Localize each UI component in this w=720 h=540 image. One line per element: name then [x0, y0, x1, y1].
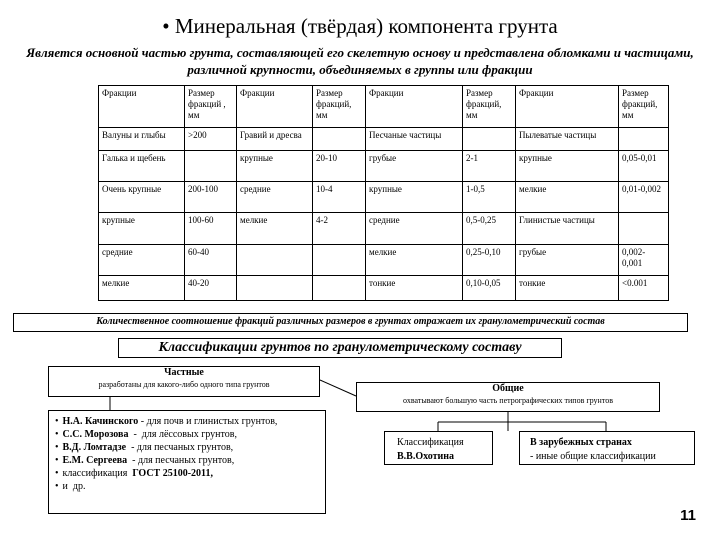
table-cell: 10-4 [313, 181, 366, 212]
author-name: Е.М. Сергеева [62, 455, 128, 466]
slide-number: 11 [680, 507, 696, 524]
intro-text: Является основной частью грунта, составляющей его скелетную основу и представлена обломками и частицами, различной крупности, объединяемых в группы или фракции [26, 45, 694, 77]
author-description: - для почв и глинистых грунтов, [138, 416, 278, 427]
table-cell: средние [366, 213, 463, 244]
foreign-text: - иные общие классификации [530, 451, 656, 462]
table-header-cell: Фракции [237, 86, 313, 128]
table-cell: мелкие [237, 213, 313, 244]
table-cell: мелкие [99, 275, 185, 300]
table-cell: 4-2 [313, 213, 366, 244]
bullet: • [55, 416, 59, 427]
table-cell: 0,10-0,05 [463, 275, 516, 300]
table-cell: Очень крупные [99, 181, 185, 212]
table-header-cell: Размер фракций , мм [185, 86, 237, 128]
table-cell: 100-60 [185, 213, 237, 244]
private-title: Частные [164, 367, 204, 378]
table-cell: Гравий и дресва [237, 127, 313, 150]
author-description: - для песчаных грунтов, [127, 455, 235, 466]
table-cell: тонкие [516, 275, 619, 300]
table-cell: 2-1 [463, 150, 516, 181]
table-cell: Песчаные частицы [366, 127, 463, 150]
okhotin-line1: Классификация [397, 437, 464, 448]
table-cell: крупные [366, 181, 463, 212]
table-cell: 0,01-0,002 [619, 181, 669, 212]
table-header-cell: Фракции [366, 86, 463, 128]
bullet: • [55, 468, 59, 479]
author-name: В.Д. Ломтадзе [62, 442, 127, 453]
table-header-cell: Фракции [516, 86, 619, 128]
private-general-connector [320, 380, 356, 396]
table-cell: 20-10 [313, 150, 366, 181]
bullet: • [55, 481, 59, 492]
table-header-cell: Размер фракций, мм [619, 86, 669, 128]
table-cell: <0.001 [619, 275, 669, 300]
author-name: Н.А. Качинского [62, 416, 139, 427]
ratio-note: Количественное соотношение фракций различных размеров в грунтах отражает их гранулометрический состав [13, 313, 688, 332]
table-cell: 200-100 [185, 181, 237, 212]
okhotin-line2: В.В.Охотина [397, 451, 455, 462]
author-description: и др. [62, 481, 86, 492]
author-name: С.С. Морозова [62, 429, 129, 440]
table-cell: грубые [366, 150, 463, 181]
bullet: • [55, 442, 59, 453]
author-description: классификация [62, 468, 133, 479]
table-cell: 60-40 [185, 244, 237, 275]
table-header-cell: Фракции [99, 86, 185, 128]
table-cell: 0,25-0,10 [463, 244, 516, 275]
slide-title: • Минеральная (твёрдая) компонента грунта [162, 14, 558, 38]
bullet: • [55, 429, 59, 440]
table-cell: грубые [516, 244, 619, 275]
table-header-cell: Размер фракций, мм [313, 86, 366, 128]
table-cell: тонкие [366, 275, 463, 300]
general-subtitle: охватывают большую часть петрографических типов грунтов [403, 396, 613, 405]
table-cell: Глинистые частицы [516, 213, 619, 244]
table-cell: 40-20 [185, 275, 237, 300]
table-cell: мелкие [516, 181, 619, 212]
classification-title: Классификации грунтов по гранулометрическому составу [118, 338, 562, 358]
author-description: - для лёссовых грунтов, [128, 429, 237, 440]
table-cell: 1-0,5 [463, 181, 516, 212]
author-description: - для песчаных грунтов, [126, 442, 234, 453]
table-cell: 0,002-0,001 [619, 244, 669, 275]
table-cell: крупные [237, 150, 313, 181]
bullet: • [55, 455, 59, 466]
table-cell: 0,5-0,25 [463, 213, 516, 244]
table-header-cell: Размер фракций, мм [463, 86, 516, 128]
table-cell: >200 [185, 127, 237, 150]
table-cell: Валуны и глыбы [99, 127, 185, 150]
private-subtitle: разработаны для какого-либо одного типа грунтов [98, 380, 270, 389]
table-cell: Пылеватые частицы [516, 127, 619, 150]
table-cell: мелкие [366, 244, 463, 275]
table-cell: 0,05-0,01 [619, 150, 669, 181]
table-cell: крупные [99, 213, 185, 244]
table-cell: средние [237, 181, 313, 212]
table-cell: средние [99, 244, 185, 275]
gost-reference: ГОСТ 25100-2011, [132, 468, 213, 479]
general-title: Общие [492, 383, 524, 394]
foreign-title: В зарубежных странах [530, 437, 632, 448]
table-cell: крупные [516, 150, 619, 181]
table-cell: Галька и щебень [99, 150, 185, 181]
